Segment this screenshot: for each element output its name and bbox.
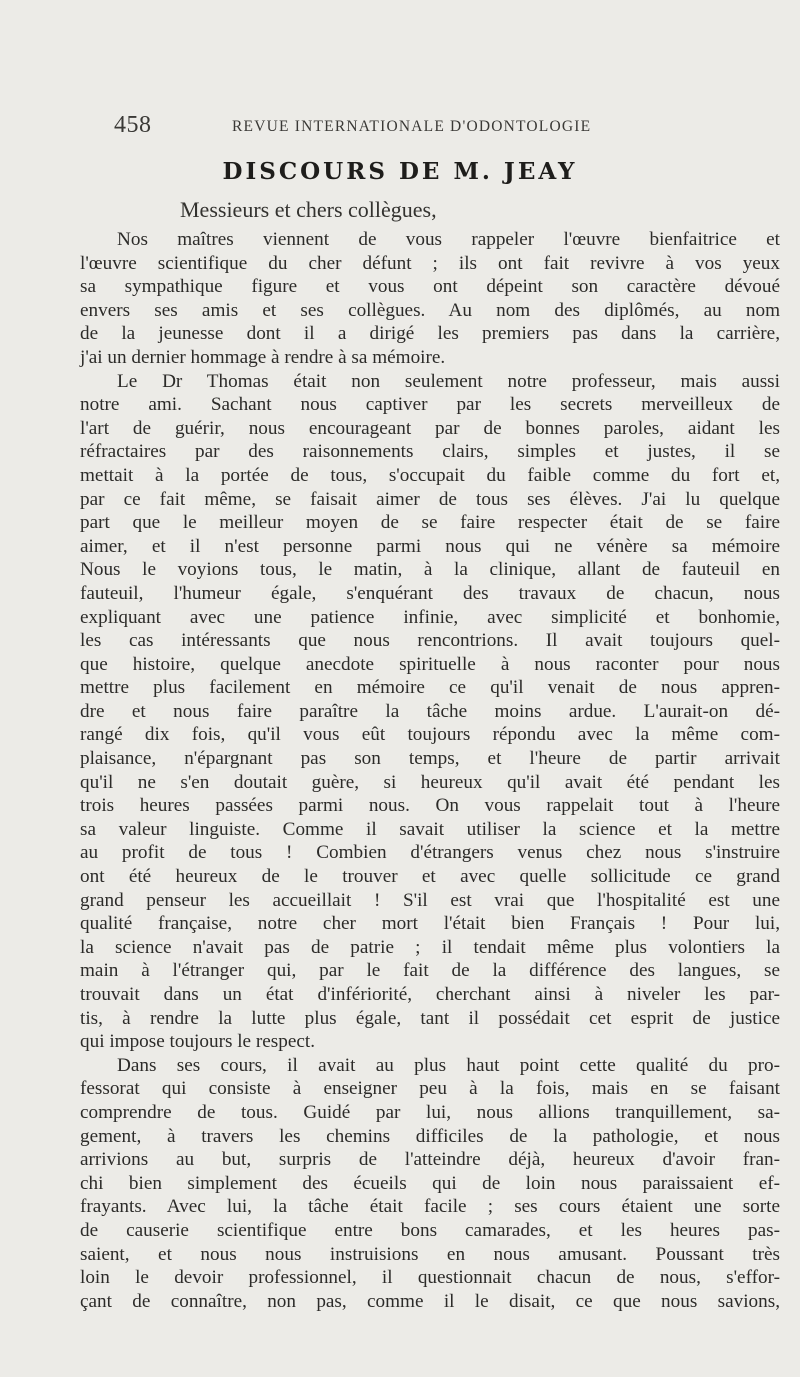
text-line: main à l'étranger qui, par le fait de la différence des langues, se [80,960,780,982]
text-line: de la jeunesse dont il a dirigé les premiers pas dans la carrière, [80,323,780,345]
text-line: qualité française, notre cher mort l'était bien Français ! Pour lui, [80,913,780,935]
text-line: envers ses amis et ses collègues. Au nom des diplômés, au nom [80,299,780,321]
running-title: REVUE INTERNATIONALE D'ODONTOLOGIE [232,118,592,135]
text-line: les cas intéressants que nous rencontrions. Il avait toujours quel- [80,630,780,652]
text-line: de causerie scientifique entre bons camarades, et les heures pas- [80,1219,780,1241]
page-number: 458 [114,112,152,138]
text-line: réfractaires par des raisonnements clairs, simples et justes, il se [80,441,780,463]
text-line: saient, et nous nous instruisions en nous amusant. Poussant très [80,1243,780,1265]
text-line: sa valeur linguiste. Comme il savait utiliser la science et la mettre [80,818,780,840]
text-line: mettre plus facilement en mémoire ce qu'il venait de nous appren- [80,677,780,699]
text-line: comprendre de tous. Guidé par lui, nous allions tranquillement, sa- [80,1101,780,1123]
text-line: Dans ses cours, il avait au plus haut point cette qualité du pro- [117,1054,780,1076]
body-text [80,228,780,1313]
text-line: qu'il ne s'en doutait guère, si heureux qu'il avait été pendant les [80,771,780,793]
text-line: rangé dix fois, qu'il vous eût toujours répondu avec la même com- [80,724,780,746]
text-line: qui impose toujours le respect. [80,1031,316,1053]
text-line: chi bien simplement des écueils qui de loin nous paraissaient ef- [80,1172,780,1194]
text-line: Nous le voyions tous, le matin, à la clinique, allant de fauteuil en [80,559,780,581]
text-line: dre et nous faire paraître la tâche moins ardue. L'aurait-on dé- [80,700,780,722]
text-line: plaisance, n'épargnant pas son temps, et l'heure de partir arrivait [80,748,780,770]
text-line: notre ami. Sachant nous captiver par les secrets merveilleux de [80,394,780,416]
text-line: loin le devoir professionnel, il questionnait chacun de nous, s'effor- [80,1267,780,1289]
text-line: aimer, et il n'est personne parmi nous qui ne vénère sa mémoire [80,535,780,557]
text-line: Nos maîtres viennent de vous rappeler l'œuvre bienfaitrice et [117,229,780,250]
text-line: tis, à rendre la lutte plus égale, tant il possédait cet esprit de justice [80,1007,780,1029]
text-line: fessorat qui consiste à enseigner peu à la fois, mais en se faisant [80,1078,780,1100]
text-line: que histoire, quelque anecdote spirituelle à nous raconter pour nous [80,653,780,675]
text-line: j'ai un dernier hommage à rendre à sa mémoire. [80,346,446,368]
text-line: fauteuil, l'humeur égale, s'enquérant des travaux de chacun, nous [80,582,780,604]
text-line: Le Dr Thomas était non seulement notre professeur, mais aussi [117,370,780,392]
text-line: l'art de guérir, nous encourageant par de bonnes paroles, aidant les [80,417,780,439]
text-line: frayants. Avec lui, la tâche était facile ; ses cours étaient une sorte [80,1196,780,1218]
text-line: sa sympathique figure et vous ont dépeint son caractère dévoué [80,276,780,298]
text-line: au profit de tous ! Combien d'étrangers venus chez nous s'instruire [80,842,780,864]
text-line: gement, à travers les chemins difficiles de la pathologie, et nous [80,1125,780,1147]
text-line: ont été heureux de le trouver et avec quelle sollicitude ce grand [80,866,780,888]
text-line: grand penseur les accueillait ! S'il est vrai que l'hospitalité est une [80,889,780,911]
salutation: Messieurs et chers collègues, [180,197,437,222]
text-line: arrivions au but, surpris de l'atteindre déjà, heureux d'avoir fran- [80,1149,780,1171]
text-line: trois heures passées parmi nous. On vous rappelait tout à l'heure [80,795,780,817]
page-header [114,112,754,142]
text-line: la science n'avait pas de patrie ; il tendait même plus volontiers la [80,936,780,958]
text-line: par ce fait même, se faisait aimer de tous ses élèves. J'ai lu quelque [80,488,780,510]
text-line: l'œuvre scientifique du cher défunt ; ils ont fait revivre à vos yeux [80,252,780,274]
text-line: trouvait dans un état d'infériorité, cherchant ainsi à niveler les par- [80,984,780,1005]
text-line: mettait à la portée de tous, s'occupait du faible comme du fort et, [80,464,780,486]
text-line: part que le meilleur moyen de se faire respecter était de se faire [80,512,780,534]
section-title: DISCOURS DE M. JEAY [222,158,578,185]
text-line: çant de connaître, non pas, comme il le disait, ce que nous savions, [80,1290,780,1312]
text-line: expliquant avec une patience infinie, avec simplicité et bonhomie, [80,606,780,628]
